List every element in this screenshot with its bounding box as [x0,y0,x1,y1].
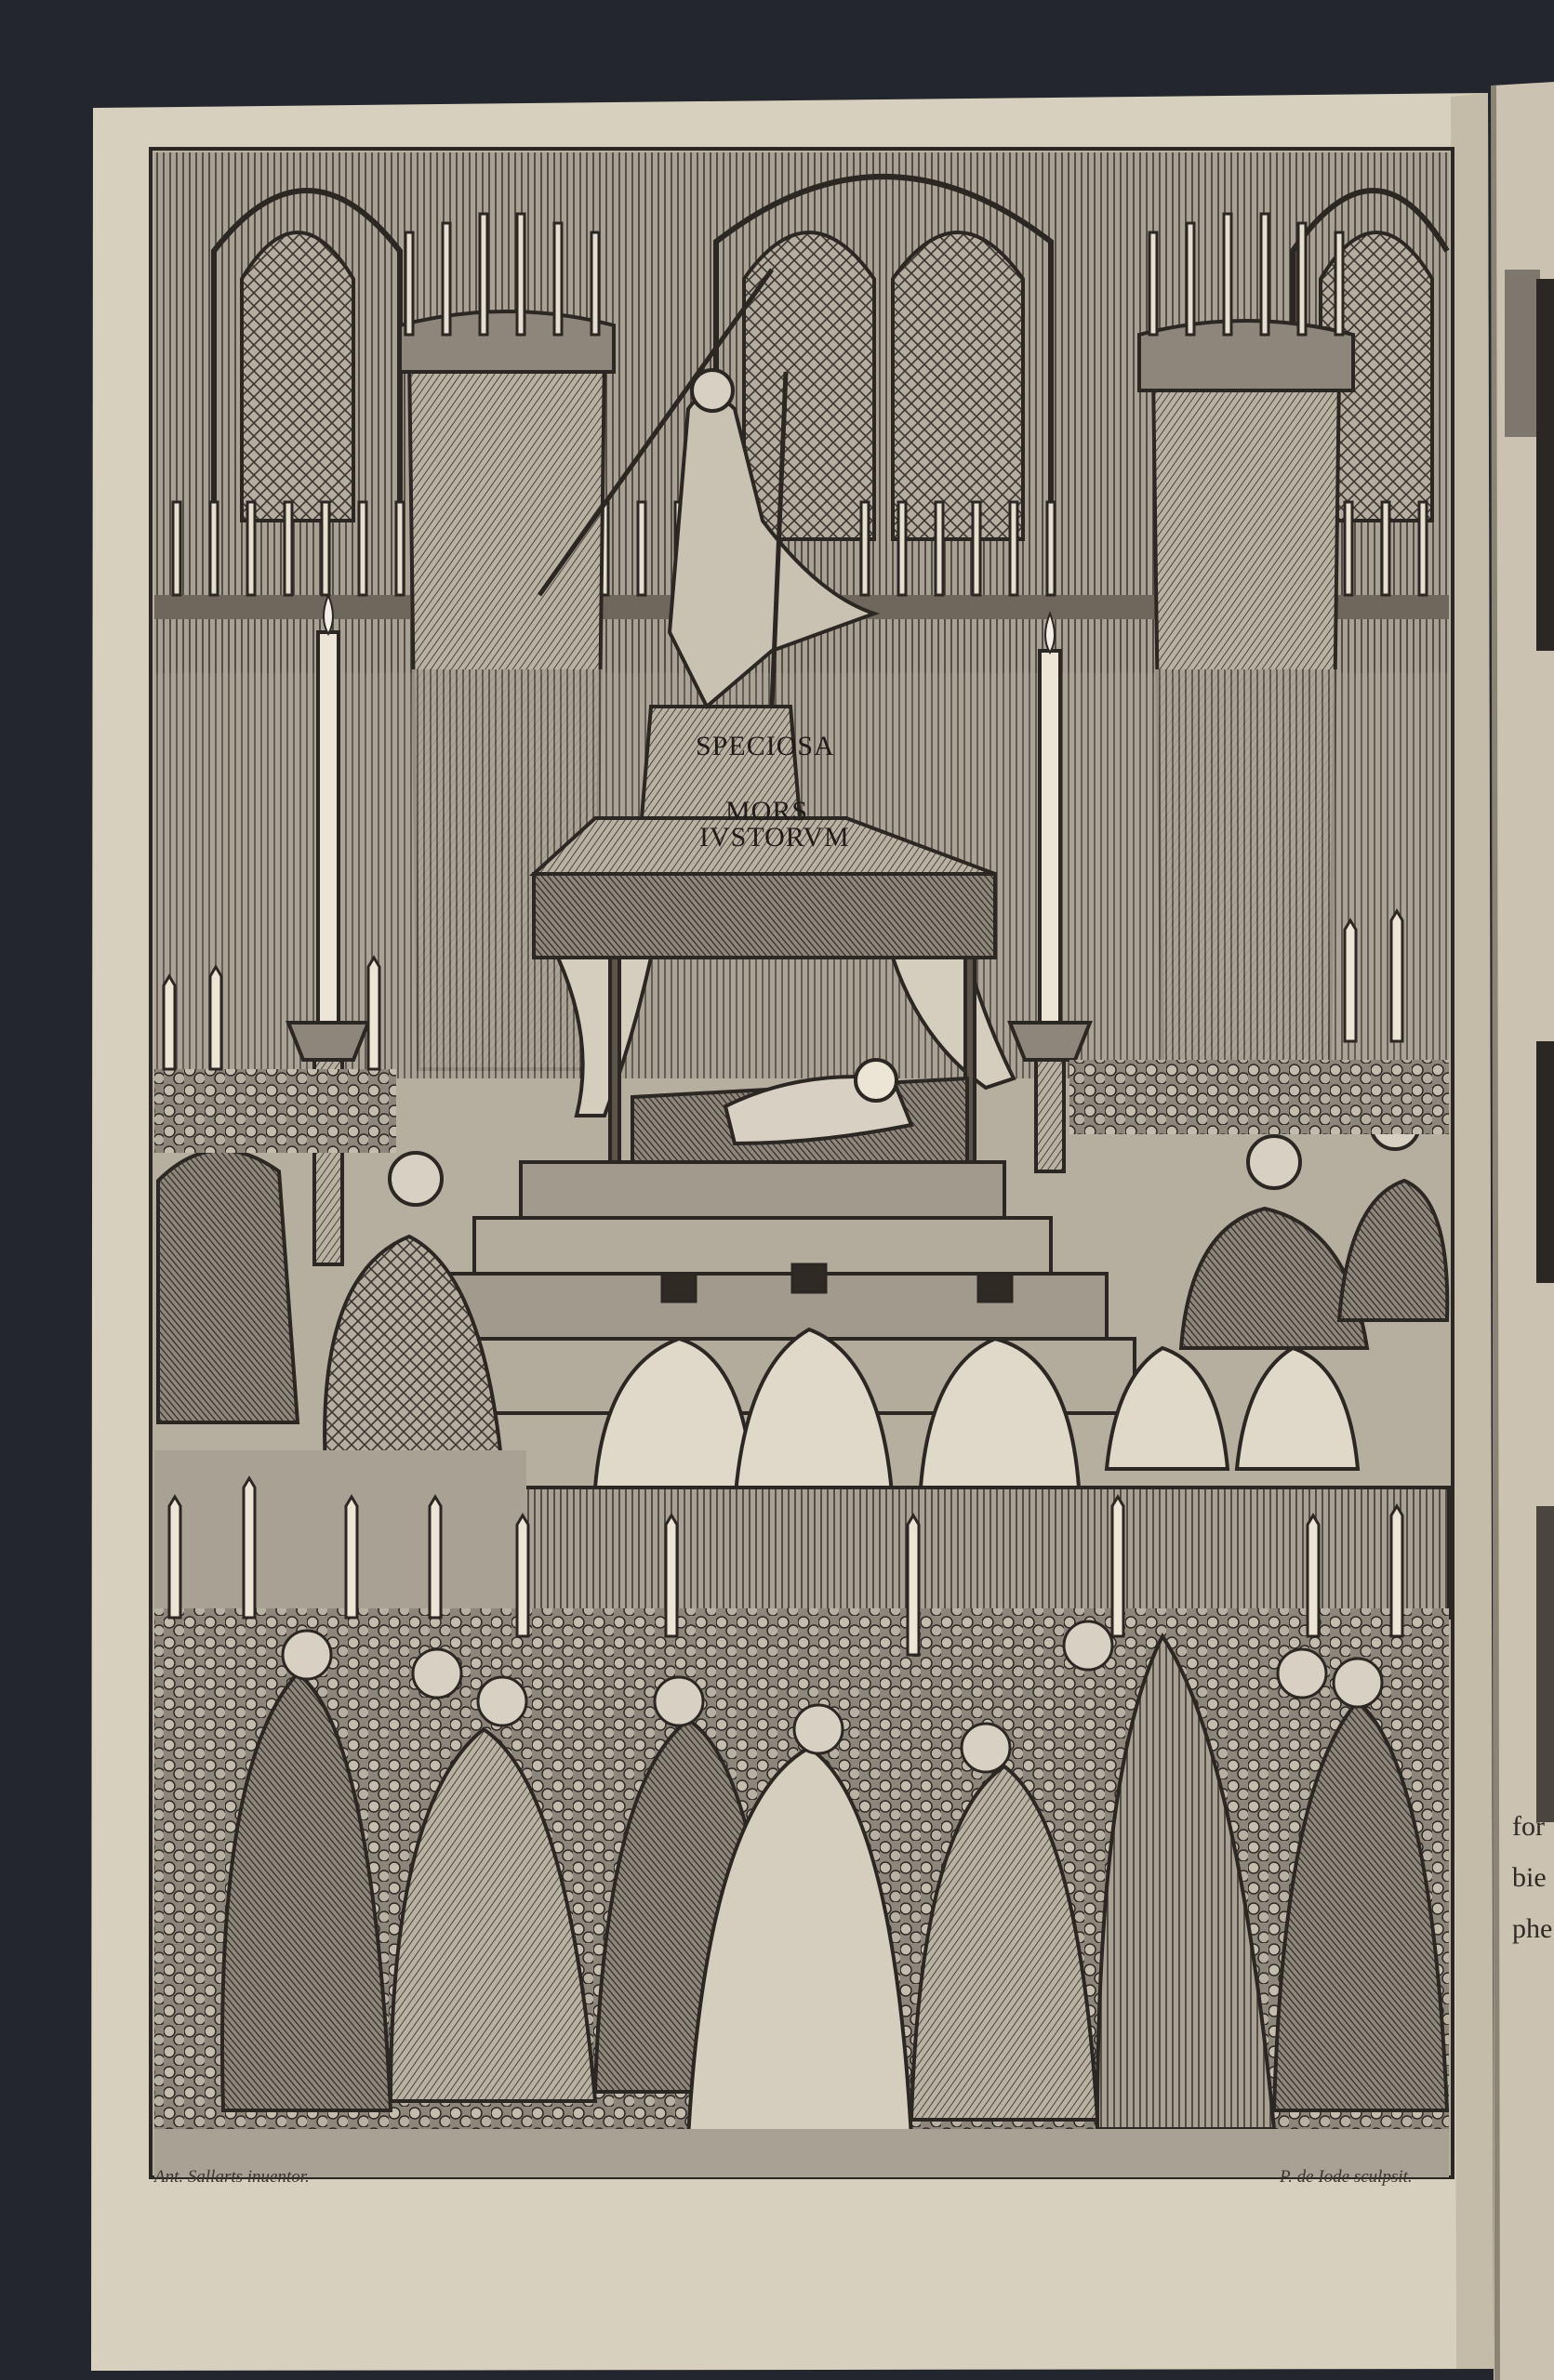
inscription-line-2: MORS [725,796,809,826]
credit-engraver: P. de Iode sculpsit. [1280,2167,1413,2187]
inscription-line-3: IVSTORVM [699,822,850,853]
credit-inventor: Ant. Sallarts inuentor. [154,2167,310,2187]
facing-page-line-1: for [1512,1811,1545,1842]
facing-page [1492,82,1554,2380]
facing-page-line-3: phe [1512,1913,1553,1944]
engraving [151,149,1453,2177]
facing-page-line-2: bie [1512,1862,1547,1893]
inscription-line-1: SPECIOSA [696,731,835,761]
